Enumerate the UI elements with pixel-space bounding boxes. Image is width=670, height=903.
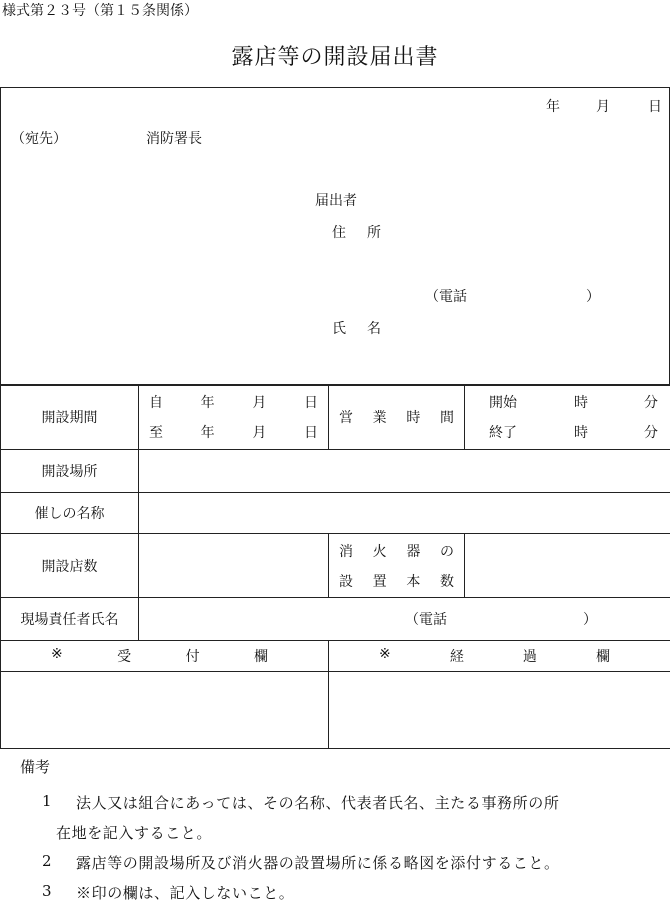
- date-day: 日: [648, 96, 662, 116]
- manager-phone-close: ）: [583, 609, 597, 629]
- period-field[interactable]: [139, 385, 329, 450]
- note-number: 3: [42, 882, 52, 900]
- form-table: [0, 384, 670, 749]
- extinguisher-field[interactable]: [465, 534, 670, 598]
- to-day: 日: [304, 422, 318, 442]
- progress-header: [329, 641, 670, 672]
- reception-char: 欄: [254, 646, 268, 666]
- start-hour: 時: [574, 392, 644, 412]
- name-label-2: 名: [367, 318, 381, 338]
- manager-phone-open: （電話: [405, 609, 583, 629]
- hours-label-char: 営: [339, 407, 353, 427]
- extinguisher-char: 設: [339, 571, 353, 591]
- hours-label: [329, 385, 465, 450]
- extinguisher-char: 本: [406, 571, 420, 591]
- end-label: 終了: [489, 422, 574, 442]
- hours-field[interactable]: [465, 385, 670, 450]
- reception-field[interactable]: [1, 672, 329, 749]
- stalls-label: 開設店数: [1, 534, 139, 598]
- note-number: 1: [42, 792, 52, 810]
- end-minute: 分: [644, 422, 658, 442]
- addressee: 消防署長: [146, 128, 202, 148]
- event-name-field[interactable]: [139, 493, 670, 534]
- start-label: 開始: [489, 392, 574, 412]
- notifier-section: [0, 87, 670, 386]
- location-field[interactable]: [139, 450, 670, 493]
- hours-label-char: 業: [373, 407, 387, 427]
- note-text-continued: 在地を記入すること。: [56, 822, 212, 843]
- notifier-label: 届出者: [315, 190, 357, 210]
- form-number: 様式第２３号（第１５条関係）: [2, 0, 198, 20]
- addressee-prefix: （宛先）: [11, 128, 67, 148]
- progress-char: 欄: [596, 646, 610, 666]
- manager-field[interactable]: [139, 598, 670, 641]
- manager-label: 現場責任者氏名: [1, 598, 139, 641]
- to-month: 月: [252, 422, 266, 442]
- progress-char: 経: [450, 646, 464, 666]
- date-month: 月: [596, 96, 610, 116]
- extinguisher-label: [329, 534, 465, 598]
- note-number: 2: [42, 852, 52, 870]
- reception-char: ※: [51, 646, 63, 666]
- location-label: 開設場所: [1, 450, 139, 493]
- event-name-label: 催しの名称: [1, 493, 139, 534]
- start-minute: 分: [644, 392, 658, 412]
- form-title: 露店等の開設届出書: [0, 40, 670, 71]
- extinguisher-char: 器: [406, 541, 420, 561]
- address-label-2: 所: [367, 222, 381, 242]
- notes-heading: 備考: [20, 756, 50, 777]
- stalls-field[interactable]: [139, 534, 329, 598]
- date-year: 年: [546, 96, 560, 116]
- name-label-1: 氏: [332, 318, 346, 338]
- hours-label-char: 時: [406, 407, 420, 427]
- address-label-1: 住: [332, 222, 346, 242]
- reception-char: 受: [117, 646, 131, 666]
- hours-label-char: 間: [440, 407, 454, 427]
- phone-close: ）: [586, 286, 600, 306]
- extinguisher-char: 置: [373, 571, 387, 591]
- to-year: 年: [201, 422, 215, 442]
- reception-header: [1, 641, 329, 672]
- from-day: 日: [304, 392, 318, 412]
- note-text: 法人又は組合にあっては、その名称、代表者氏名、主たる事務所の所: [76, 792, 559, 813]
- reception-char: 付: [186, 646, 200, 666]
- from-year: 年: [201, 392, 215, 412]
- note-text: 露店等の開設場所及び消火器の設置場所に係る略図を添付すること。: [76, 852, 560, 873]
- note-text: ※印の欄は、記入しないこと。: [76, 882, 294, 903]
- progress-char: 過: [523, 646, 537, 666]
- extinguisher-char: の: [440, 541, 454, 561]
- progress-field[interactable]: [329, 672, 670, 749]
- period-label: 開設期間: [1, 385, 139, 450]
- extinguisher-char: 火: [373, 541, 387, 561]
- extinguisher-char: 数: [440, 571, 454, 591]
- end-hour: 時: [574, 422, 644, 442]
- to-label: 至: [149, 422, 163, 442]
- extinguisher-char: 消: [339, 541, 353, 561]
- progress-char: ※: [379, 646, 391, 666]
- from-month: 月: [252, 392, 266, 412]
- phone-open: （電話: [425, 286, 467, 306]
- from-label: 自: [149, 392, 163, 412]
